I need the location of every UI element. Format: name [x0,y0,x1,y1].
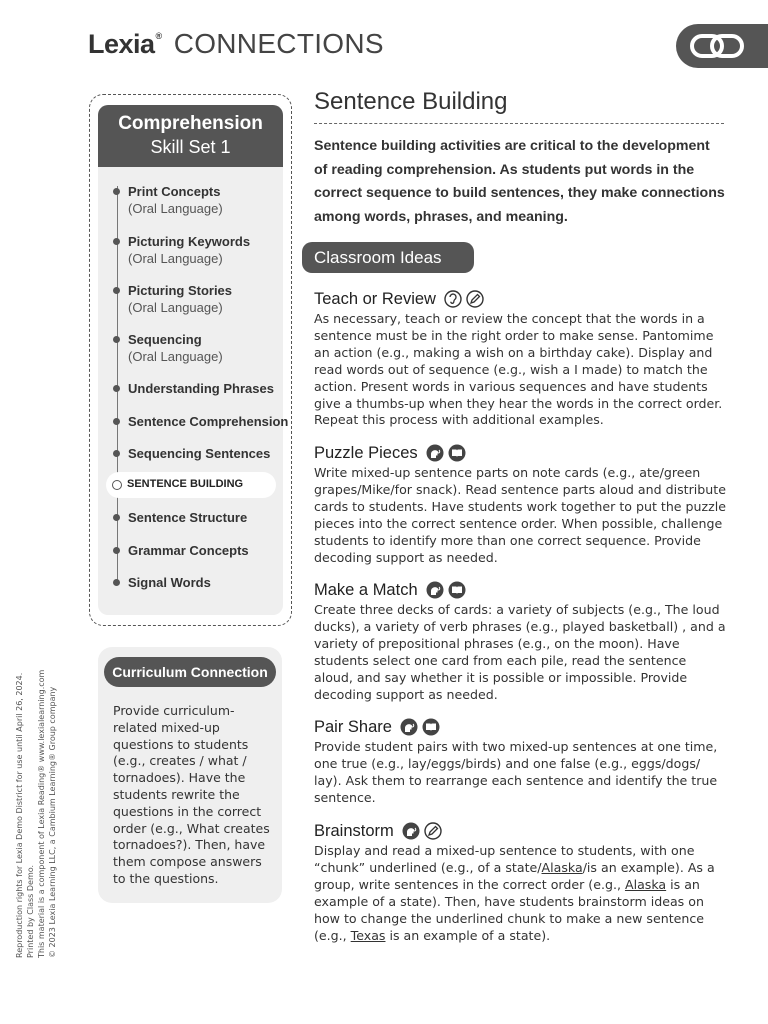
page-title: Sentence Building [314,88,508,115]
speaking-head-icon [400,718,418,736]
skill-item-signal-words: Signal Words [113,574,211,591]
skill-set-label: Skill Set 1 [150,137,231,157]
book-icon [448,444,466,462]
skill-item-grammar-concepts: Grammar Concepts [113,542,249,559]
intro-paragraph: Sentence building activities are critical to the development of reading comprehension. As students put words in the correct sequence to build sentences, they make connections among words, phrases, and meaning. [314,138,725,225]
skill-title: Comprehension [118,113,263,134]
skill-item-understanding-phrases: Understanding Phrases [113,380,274,397]
timeline-dot [113,450,120,457]
idea-teach-or-review [314,288,726,429]
timeline-dot [113,287,120,294]
classroom-ideas-label: Classroom Ideas [302,242,474,273]
curriculum-connection-box [98,647,282,903]
timeline-dot [113,336,120,343]
skill-item-sentence-building-current: SENTENCE BUILDING [106,472,276,498]
chain-link-icon [676,24,768,68]
skill-item-print-concepts: Print Concepts (Oral Language) [113,183,223,217]
skill-item-picturing-keywords: Picturing Keywords (Oral Language) [113,233,250,267]
idea-text: Create three decks of cards: a variety of subjects (e.g., The loud ducks), a variety of verb phrases (e.g., played basketball) , and a variety of prepositional phrases (e.g., on the moon). Have students select one card from each pile, read the sentence aloud, and say whether it is possible or impossible. Provide decoding support as needed. [314,602,726,702]
speaking-head-icon [426,581,444,599]
skill-item-sequencing: Sequencing (Oral Language) [113,331,223,365]
header-title: CONNECTIONS [173,28,384,59]
idea-title: Teach or Review [314,289,436,308]
curriculum-connection-text: Provide curriculum-related mixed-up questions to students (e.g., creates / what / tornadoes). Have the students rewrite the questions in the correct order (e.g., What creates tornadoes?). Then, have them compose answers to the questions. [113,703,270,886]
idea-title: Puzzle Pieces [314,443,418,462]
speaking-head-icon [402,822,420,840]
header [88,28,384,68]
current-position-marker [112,480,122,490]
copyright-side-text: Reproduction rights for Lexia Demo District for use until April 26, 2024. Printed by Class Demo. This material is a component of Lexia Reading® www.lexialearning.com © 2023 Lexia Learning LLC, a Cambium Learning® Group company [15,669,57,958]
book-icon [448,581,466,599]
idea-text: Display and read a mixed-up sentence to students, with one “chunk” underlined (e.g., of a state/Alaska/is an example). As a group, write sentences in the correct order (e.g., Alaska is an example of a state). Then, have students brainstorm ideas on how to change the underlined chunk to make a new sentence (e.g., Texas is an example of a state). [314,843,715,943]
idea-text: Write mixed-up sentence parts on note cards (e.g., ate/green grapes/Mike/for snack). Read sentence parts aloud and distribute cards to students. Have students work together to put the puzzle pieces into the correct sentence order. When possible, challenge students to identify more than one correct sequence. Provide decoding support as needed. [314,465,727,565]
idea-text: As necessary, teach or review the concept that the words in a sentence must be in the right order to make sense. Pantomime an action (e.g., making a wish on a birthday cake). Display and read words out of sequence (e.g., wish a I made) to match the action. Present words in various sequences and have students give a thumbs-up when they hear the words in the correct order. Repeat this process with additional examples. [314,311,723,428]
skill-item-picturing-stories: Picturing Stories (Oral Language) [113,282,232,316]
pencil-icon [424,822,442,840]
timeline-dot [113,418,120,425]
book-icon [422,718,440,736]
skill-set-header [98,105,283,167]
skill-item-sentence-comprehension: Sentence Comprehension [113,413,288,430]
skill-item-sequencing-sentences: Sequencing Sentences [113,445,270,462]
idea-puzzle-pieces [314,442,726,566]
timeline-dot [113,514,120,521]
idea-title: Make a Match [314,580,418,599]
speaking-head-icon [426,444,444,462]
idea-title: Pair Share [314,717,392,736]
idea-title: Brainstorm [314,821,394,840]
timeline-dot [113,188,120,195]
timeline-dot [113,547,120,554]
lexia-logo: Lexia® [88,29,162,59]
curriculum-connection-title: Curriculum Connection [104,657,276,687]
timeline-dot [113,238,120,245]
skill-item-sentence-structure: Sentence Structure [113,509,247,526]
title-divider [314,123,724,124]
timeline-dot [113,385,120,392]
idea-pair-share [314,716,726,807]
timeline-dot [113,579,120,586]
idea-text: Provide student pairs with two mixed-up sentences at one time, one true (e.g., lay/eggs/birds) and one false (e.g., eggs/dogs/ lay). Ask them to rearrange each sentence and identify the true sentence. [314,739,718,805]
pencil-icon [466,290,484,308]
idea-make-a-match [314,579,726,703]
idea-brainstorm [314,820,726,944]
ear-icon [444,290,462,308]
